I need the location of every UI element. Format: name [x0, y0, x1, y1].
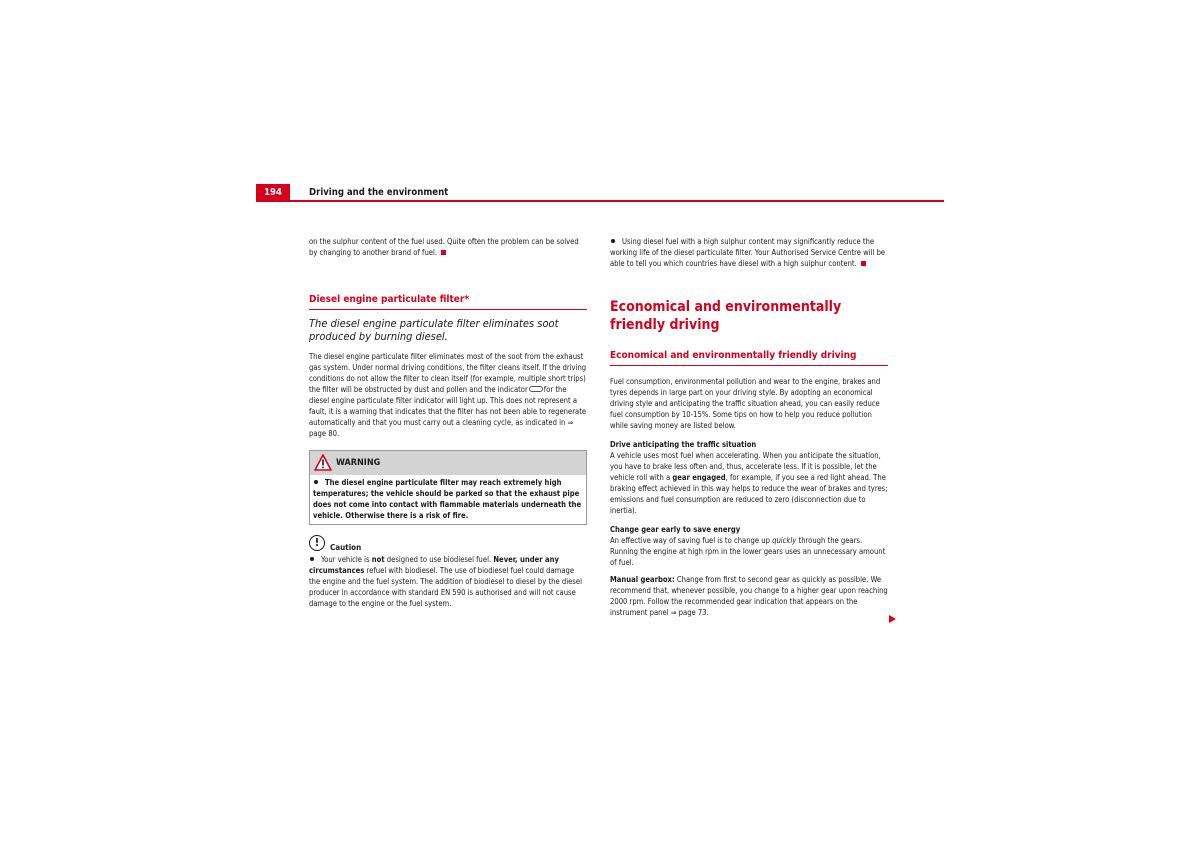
particulate-filter-indicator-icon	[529, 386, 543, 392]
sulphur-bullet-paragraph: Using diesel fuel with a high sulphur content may significantly reduce the working life of the diesel particulate filter. Your Authorised Service Centre will be able to tell you which countries have diesel with a high sulphur content.	[610, 237, 886, 268]
caution-label: Caution	[330, 543, 362, 552]
warning-box	[309, 450, 587, 525]
warning-label: WARNING	[336, 458, 381, 468]
warning-header	[310, 451, 586, 475]
bullet-icon	[611, 239, 615, 243]
caution-header	[309, 535, 587, 554]
header-rule	[256, 200, 944, 202]
economical-driving-heading: Economical and environmentally friendly driving	[610, 350, 888, 366]
manual-gearbox-body: Manual gearbox: Change from first to second gear as quickly as possible. We recommend that, whenever possible, you change to a higher gear upon reaching 2000 rpm. Follow the recommended gear indication that appears on the instrument panel ⇒ page 73.	[610, 575, 888, 617]
chapter-title: Driving and the environment	[309, 187, 449, 198]
warning-triangle-icon	[314, 454, 332, 471]
continued-paragraph: on the sulphur content of the fuel used. Quite often the problem can be solved by changing to another brand of fuel.	[309, 237, 579, 257]
caution-text: Your vehicle is not designed to use biodiesel fuel. Never, under any circumstances refuel with biodiesel. The use of biodiesel fuel could damage the engine and the fuel system. The addition of biodiesel to diesel by the diesel producer in accordance with standard EN 590 is authorised and will not cause damage to the engine or the fuel system.	[309, 555, 582, 608]
bullet-icon	[314, 480, 318, 484]
section-title: Economical and environmentally friendly driving	[610, 299, 842, 333]
continue-arrow-icon	[889, 615, 896, 623]
gear-body: An effective way of saving fuel is to change up quickly through the gears. Running the engine at high rpm in the lower gears uses an unnecessary amount of fuel.	[610, 536, 886, 567]
caution-exclamation-icon: !	[309, 535, 325, 551]
page-header	[256, 184, 944, 202]
page-reference-link[interactable]: ⇒ page 80.	[309, 418, 574, 438]
economical-intro: Fuel consumption, environmental pollution and wear to the engine, brakes and tyres depends in large part on your driving style. By adopting an economical driving style and anticipating the traffic situation ahead, you can easily reduce fuel consumption by 10-15%. Some tips on how to help you reduce pollution while saving money are listed below.	[610, 377, 881, 430]
dpf-heading: Diesel engine particulate filter*	[309, 294, 587, 310]
section-end-marker	[441, 250, 446, 255]
warning-text: The diesel engine particulate filter may reach extremely high temperatures; the vehicle should be parked so that the exhaust pipe does not come into contact with flammable materials underneath the vehicle. Otherwise there is a risk of fire.	[313, 478, 582, 520]
gear-heading: Change gear early to save energy	[610, 525, 741, 534]
page-number: 194	[256, 184, 290, 201]
bullet-icon	[310, 557, 314, 561]
right-column	[610, 236, 888, 618]
dpf-intro: The diesel engine particulate filter eliminates soot produced by burning diesel.	[309, 317, 559, 343]
page-reference-link[interactable]: ⇒ page 73.	[670, 608, 709, 617]
anticipate-heading: Drive anticipating the traffic situation	[610, 440, 757, 449]
anticipate-body: A vehicle uses most fuel when accelerating. When you anticipate the situation, you have to brake less often and, thus, accelerate less. If it is possible, let the vehicle roll with a gear engaged, for example, if you see a red light ahead. The braking effect achieved in this way helps to reduce the wear of brakes and tyres; emissions and fuel consumption are reduced to zero (disconnection due to inertia).	[610, 451, 888, 515]
left-column	[309, 236, 587, 609]
dpf-body: The diesel engine particulate filter eliminates most of the soot from the exhaust gas system. Under normal driving conditions, the filter cleans itself. If the driving conditions do not allow the filter to clean itself (for example, multiple short trips) the filter will be obstructed by dust and pollen and the indicator for the diesel engine particulate filter indicator will light up. This does not represent a fault, it is a warning that indicates that the filter has not been able to regenerate automatically and that you must carry out a cleaning cycle, as indicated in ⇒ page 80.	[309, 352, 587, 438]
section-end-marker	[861, 261, 866, 266]
